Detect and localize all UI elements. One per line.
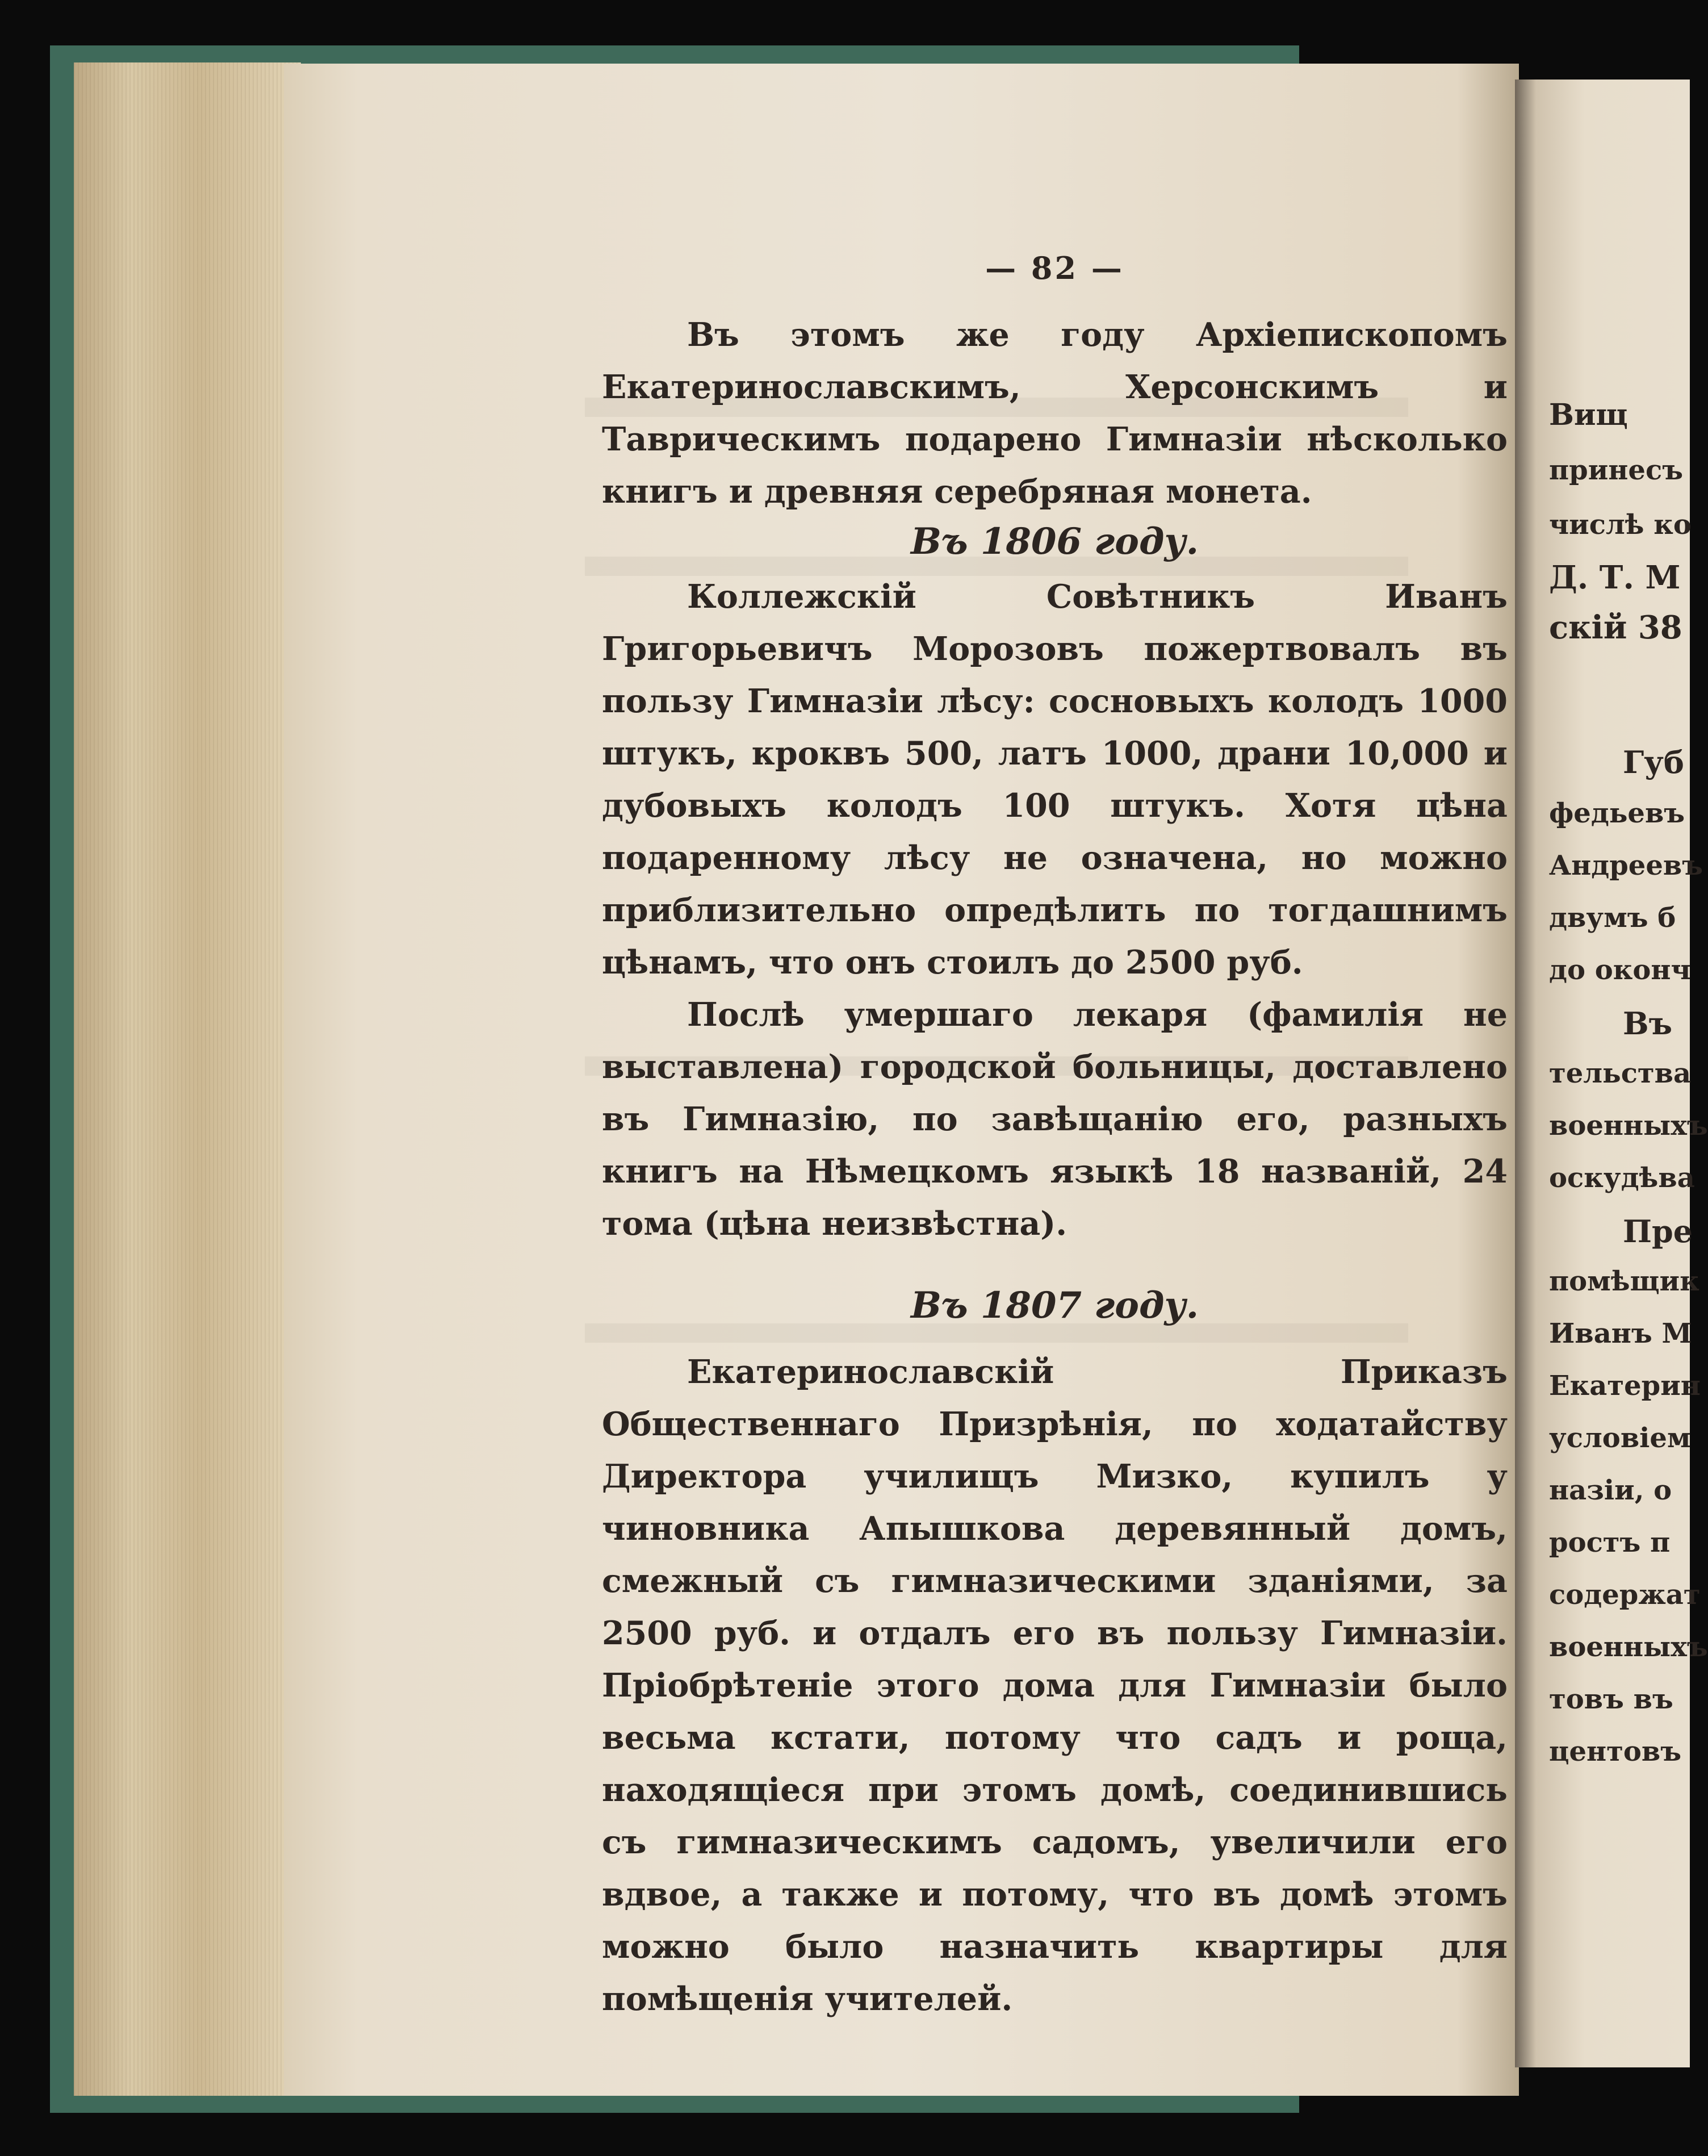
right-line: содержат (1549, 1579, 1701, 1611)
left-page-text (602, 250, 1508, 2025)
right-line: Екатерин (1549, 1370, 1701, 1402)
paragraph-house-purchase: Екатеринославскій Приказъ Общественнаго Призрѣнія, по ходатайству Директора училищъ Мизко, купилъ у чиновника Апышкова деревянный домъ, смежный съ гимназическими зданіями, за 2500 руб. и отдалъ его въ пользу Гимназіи. Пріобрѣтеніе этого дома для Гимназіи было весьма кстати, потому что садъ и роща, находящіеся при этомъ домѣ, соединившись съ гимназическимъ садомъ, увеличили его вдвое, а также и потому, что въ домѣ этомъ можно было назначить квартиры для помѣщенія учителей. (602, 1353, 1508, 2018)
right-line: Въ (1623, 1005, 1673, 1042)
right-line: центовъ (1549, 1736, 1682, 1768)
right-line: числѣ ко (1549, 509, 1692, 541)
right-line: принесъ (1549, 454, 1684, 486)
right-line: Андреевъ (1549, 850, 1703, 881)
right-line: назіи, о (1549, 1474, 1672, 1506)
year-heading-1806: Въ 1806 году. (910, 520, 1199, 563)
right-line: условіем (1549, 1422, 1691, 1454)
paragraph-gift-archbishop: Въ этомъ же году Архіепископомъ Екатеринославскимъ, Херсонскимъ и Таврическимъ подарено Гимназіи нѣсколько книгъ и древняя серебряная монета. (602, 316, 1508, 511)
page-edges (74, 62, 301, 2096)
right-line: оскудѣва (1549, 1162, 1695, 1194)
right-line: федьевъ (1549, 797, 1685, 829)
right-line: ростъ п (1549, 1527, 1671, 1558)
right-line: помѣщик (1549, 1265, 1699, 1297)
paragraph-doctor-books: Послѣ умершаго лекаря (фамилія не выставлена) городской больницы, доставлено въ Гимназію, по завѣщанію его, разныхъ книгъ на Нѣмецкомъ языкѣ 18 названій, 24 тома (цѣна неизвѣстна). (602, 996, 1508, 1243)
right-line: Губ (1623, 744, 1684, 780)
right-line: Иванъ М (1549, 1318, 1692, 1349)
right-line: Д. Т. М (1549, 559, 1681, 596)
right-line: скій 38 (1549, 609, 1682, 646)
right-line: военныхъ (1549, 1110, 1708, 1142)
right-line: военныхъ (1549, 1631, 1708, 1663)
right-line: тельства (1549, 1058, 1692, 1089)
right-line: двумъ б (1549, 902, 1676, 934)
year-heading-1807: Въ 1807 году. (910, 1284, 1199, 1327)
right-line: Пре (1623, 1213, 1693, 1250)
page-number: — 82 — (985, 250, 1124, 286)
right-line: Вищ (1549, 398, 1628, 432)
right-line: до оконч (1549, 954, 1691, 986)
right-line: товъ въ (1549, 1683, 1673, 1715)
paragraph-morozov-timber: Коллежскій Совѣтникъ Иванъ Григорьевичъ Морозовъ пожертвовалъ въ пользу Гимназіи лѣсу: сосновыхъ колодъ 1000 штукъ, кроквъ 500, латъ 1000, драни 10,000 и дубовыхъ колодъ 100 штукъ. Хотя цѣна подаренному лѣсу не означена, но можно приблизительно опредѣлить по тогдашнимъ цѣнамъ, что онъ стоилъ до 2500 руб. (602, 578, 1508, 981)
